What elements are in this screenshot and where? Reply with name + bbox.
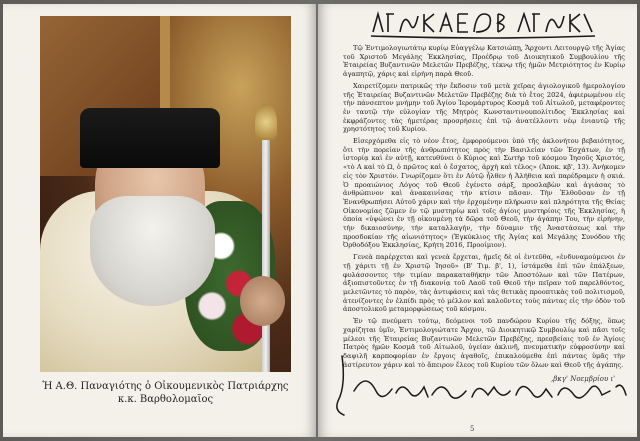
left-page <box>3 4 316 437</box>
letter-date: ,βκγ' Νοεμβρίου ι' <box>551 375 616 383</box>
page-number: 5 <box>470 425 475 433</box>
patriarch-photo <box>40 16 291 372</box>
right-page <box>318 4 637 437</box>
caption-line-1: Ἡ Α.Θ. Παναγιότης ὁ Οἰκουμενικὸς Πατριάρχης <box>42 381 289 392</box>
monogram-header-ornament <box>368 10 598 40</box>
paragraph: Χαιρετίζομεν πατρικῶς τὴν ἔκδοσιν τοῦ μετὰ χεῖρας ἁγιολογικοῦ ἡμερολογίου τῆς Ἑταιρείας Βυζαντινῶν Μελετῶν Πρεβέζης διὰ τὸ ἔτος 2024, ἀφιερωμένου εἰς τὴν πάνσεπτον μνήμην τοῦ Ἁγίου Ἱερομάρτυρος Κοσμᾶ τοῦ Αἰτωλοῦ, μεταφέροντες ἐν ταυτῷ τὴν εὐλογίαν τῆς Μητρὸς Κωνσταντινουπολίτιδος Ἐκκλησίας καὶ ἐκφράζοντες τὰς ἡμετέρας προσρήσεις ἐπὶ τῷ ἀνατέλλοντι νέῳ ἐνιαυτῷ τῆς χρηστότητος τοῦ Κυρίου. <box>343 81 625 134</box>
letter-body <box>343 44 625 372</box>
handwritten-signature <box>332 351 632 421</box>
paragraph: Εἰσερχόμεθα εἰς τὸ νέον ἔτος, ἐμφορούμενοι ὑπὸ τῆς ἀκλονήτου βεβαιότητος, ὅτι τὴν πορείαν τῆς ἀνθρωπότητος πρὸς τὴν Βασιλείαν τῶν Ἐσχάτων, ἐν τῇ ἱστορίᾳ καὶ ἐν αὐτῇ, κατευθύνει ὁ Κύριος καὶ Σωτὴρ τοῦ κόσμου Ἰησοῦς Χριστός, «τὸ Α καὶ τὸ Ω, ὁ πρῶτος καὶ ὁ ἔσχατος, ἀρχὴ καὶ τέλος» (Ἀποκ. κβ', 13). Ἀνήκομεν εἰς τὸν Χριστόν. Γνωρίζομεν ὅτι ἐν Αὐτῷ ἦλθεν ἡ Ἀλήθεια καὶ παρέδραμεν ἡ σκιά. Ὁ προαιώνιος Λόγος τοῦ Θεοῦ ἐγένετο σάρξ, προσλαβὼν καὶ ἀγιάσας τὸ ἀνθρώπινον καὶ ἀνακαινίσας τὴν κτίσιν πᾶσαν. Τὴν Ἐλθοῦσαν ἐν τῇ Ἐνανθρωπήσει Αὐτοῦ χάριν καὶ τὴν ἐρχομένην πλήρωσιν καὶ πληρότητα τῆς Θείας Οἰκονομίας ζῶμεν ἐν τῷ μυστηρίῳ καὶ τοῖς ἁγίοις μυστηρίοις τῆς Ἐκκλησίας, ἡ ὁποία «ὑψώνει ἐν τῇ οἰκουμένῃ τὰ δῶρα τοῦ Θεοῦ, τὴν ἀγάπην Του, τὴν εἰρήνην, τὴν δικαιοσύνην, τὴν καταλλαγήν, τὴν δύναμιν τῆς Ἀναστάσεως καὶ τὴν προσδοκίαν τῆς αἰωνιότητος» (Ἐγκύκλιος τῆς Ἁγίας καὶ Μεγάλης Συνόδου τῆς Ὀρθοδόξου Ἐκκλησίας, Κρήτη 2016, Προοίμιον). <box>343 137 625 250</box>
paragraph: Ἐν τῷ πνεύματι τούτῳ, δεόμενοι τοῦ πανδώρου Κυρίου τῆς δόξης, ὅπως χαρίζηται ὑμῖν, Ἐντιμολογιώτατε Ἄρχον, τῷ Διοικητικῷ Συμβουλίῳ καὶ πᾶσι τοῖς μέλεσι τῆς Ἑταιρείας Βυζαντινῶν Μελετῶν Πρεβέζης, πρεσβείαις τοῦ ἐν Ἁγίοις Πατρὸς ἡμῶν Κοσμᾶ τοῦ Αἰτωλοῦ, ὑγείαν ἀκλινῆ, πνευματικὴν εὐφροσύνην καὶ δαψιλῆ καρποφορίαν ἐν ἔργοις ἀγαθοῖς, ἐπικαλούμεθα ἐπὶ πάντας ὑμᾶς τὴν ἀστίρευτον χάριν καὶ τὸ ἄπειρον ἔλεος τοῦ Κυρίου τῶν ὅλων καὶ Θεοῦ τῆς ἀγάπης. <box>343 317 625 369</box>
kalimavkion-hat <box>80 108 220 168</box>
paragraph: Γενεὰ παρέρχεται καὶ γενεὰ ἔρχεται, ἡμεῖς δὲ οἱ ἐντεῦθα, «ἐνδυναμούμενοι ἐν τῇ χάριτι τῇ ἐν Χριστῷ Ἰησοῦ» (Β' Τιμ. β', 1), ἱστάμεθα ἐπὶ τῶν ἐπάλξεων, φυλάσσοντες τὴν τιμίαν παρακαταθήκην τῶν Ἀποστόλων καὶ τῶν Πατέρων, ἀξιοπιστοῦντες ἐν τῇ διακονίᾳ τοῦ Λαοῦ τοῦ Θεοῦ τὴν πεῖραν τοῦ παρελθόντος, μελετῶντες τὸ παρὸν, τὰς ἀντιφάσεις καὶ τὰς θετικὰς προοπτικὰς τοῦ πολιτισμοῦ, ἀτενίζοντες ἐν ἐλπίδι πρὸς τὸ μέλλον καὶ καλοῦντες τοὺς πάντας εἰς τὴν ὁδὸν τοῦ ἀποστολικοῦ μεταμορφώσεως τοῦ κόσμου. <box>343 253 625 314</box>
pastoral-staff <box>262 116 270 372</box>
photo-caption <box>40 380 291 406</box>
caption-line-2: κ.κ. Βαρθολομαῖος <box>117 394 214 405</box>
paragraph: Τῷ Ἐντιμολογιωτάτῳ κυρίῳ Εὐαγγέλῳ Κατσιώπῃ, Ἄρχοντι Λειτουργῷ τῆς Ἁγίας τοῦ Χριστοῦ Μεγάλης Ἐκκλησίας, Προέδρῳ τοῦ Διοικητικοῦ Συμβουλίου τῆς Ἑταιρείας Βυζαντινῶν Μελετῶν Πρεβέζης, τέκνῳ τῆς ἡμῶν Μετριότητος ἐν Κυρίῳ ἀγαπητῷ, χάρις καὶ εἰρήνη παρὰ Θεοῦ. <box>343 44 625 79</box>
